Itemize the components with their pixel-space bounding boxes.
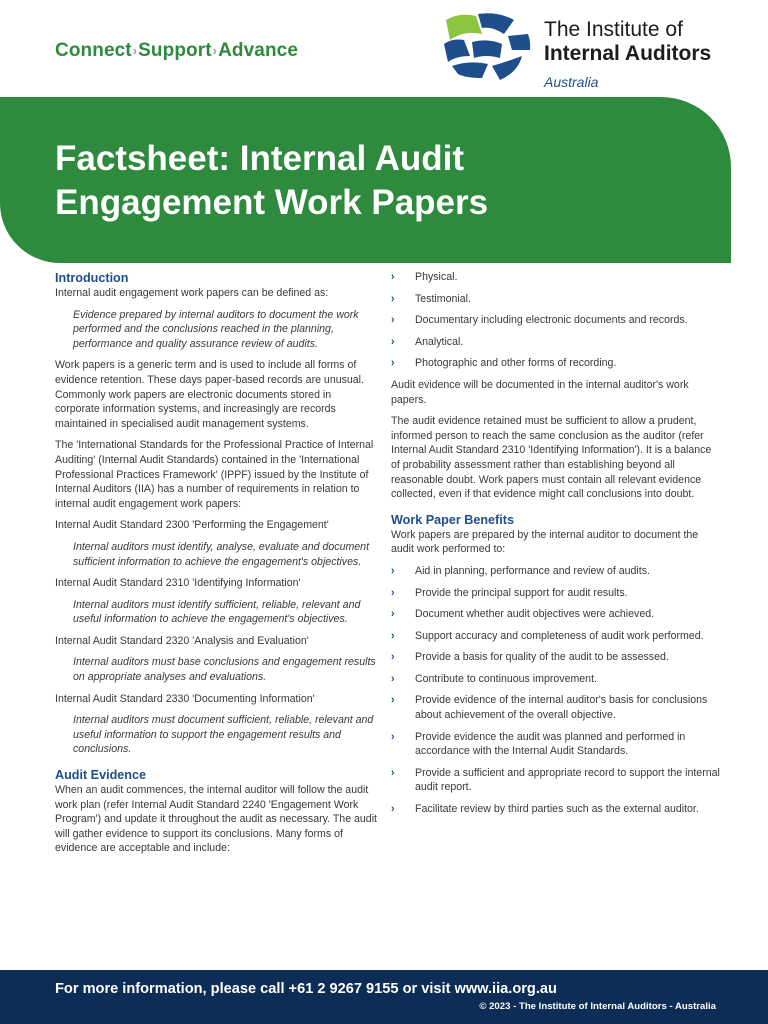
logo-text-line2: Internal Auditors xyxy=(544,42,712,65)
chevron-right-icon: › xyxy=(391,586,395,599)
intro-paragraph: Work papers is a generic term and is used to include all forms of evidence retention. These days paper-based records are unusual. Commonly work papers are electronic documents stored in corporate information systems, and increasingly are records maintained in specialised audit management systems. xyxy=(55,359,364,430)
evidence-list xyxy=(391,270,721,371)
chevron-right-icon: › xyxy=(391,672,395,685)
list-item: › Aid in planning, performance and review of audits. xyxy=(391,564,650,577)
list-item: › Provide the principal support for audit results. xyxy=(391,586,628,599)
page-title-line1: Factsheet: Internal Audit xyxy=(55,139,465,178)
chevron-right-icon: › xyxy=(391,357,395,370)
footer-contact-link[interactable]: For more information, please call +61 2 9267 9155 or visit www.iia.org.au xyxy=(55,981,557,997)
list-item: › Provide evidence of the internal auditor's basis for conclusions about achievement of the overall objective. xyxy=(391,694,708,722)
tagline-connect: Connect xyxy=(55,40,132,61)
work-paper-benefits-heading: Work Paper Benefits xyxy=(391,512,514,527)
standard-quote: Internal auditors must identify sufficient, reliable, relevant and useful information to achieve the engagement's objectives. xyxy=(73,598,361,626)
list-item: › Analytical. xyxy=(391,335,464,348)
chevron-right-icon: › xyxy=(391,803,395,816)
list-item: › Document whether audit objectives were achieved. xyxy=(391,608,655,621)
list-item: › Testimonial. xyxy=(391,292,471,305)
benefits-list xyxy=(391,564,721,817)
chevron-right-icon: › xyxy=(391,292,395,305)
iia-logo[interactable] xyxy=(442,12,742,92)
chevron-right-icon: › xyxy=(391,314,395,327)
benefits-paragraph: Work papers are prepared by the internal auditor to document the audit work performed to: xyxy=(391,528,699,556)
chevron-right-icon: › xyxy=(391,271,395,283)
standard-title: Internal Audit Standard 2300 'Performing the Engagement' xyxy=(55,519,329,532)
chevron-right-icon: › xyxy=(391,608,395,621)
chevron-right-icon: › xyxy=(391,730,395,743)
chevron-right-icon: › xyxy=(391,629,395,642)
chevron-right-icon: › xyxy=(391,694,395,707)
right-column xyxy=(391,270,721,824)
page-title xyxy=(55,137,488,225)
tagline-advance: Advance xyxy=(218,40,299,61)
logo-text-country: Australia xyxy=(544,74,599,90)
list-item: › Provide evidence the audit was planned and performed in accordance with the Internal Audit Standards. xyxy=(391,730,686,758)
standard-quote: Internal auditors must base conclusions and engagement results on appropriate analyses and evaluations. xyxy=(73,656,376,684)
hero-banner xyxy=(0,97,731,263)
standard-title: Internal Audit Standard 2310 'Identifying Information' xyxy=(55,577,301,590)
list-item: › Support accuracy and completeness of audit work performed. xyxy=(391,629,704,642)
chevron-right-icon: › xyxy=(391,766,395,779)
chevron-right-icon: › xyxy=(391,564,395,577)
introduction-heading: Introduction xyxy=(55,271,129,285)
list-item: › Documentary including electronic documents and records. xyxy=(391,314,688,327)
tagline-separator: › xyxy=(132,43,138,58)
standard-quote: Internal auditors must document sufficient, reliable, relevant and useful information to support the engagement results and conclusions. xyxy=(73,714,374,756)
chevron-right-icon: › xyxy=(391,651,395,664)
left-column xyxy=(55,270,377,863)
intro-paragraph: Internal audit engagement work papers can be defined as: xyxy=(55,287,329,299)
list-item: › Contribute to continuous improvement. xyxy=(391,672,597,685)
list-item: › Provide a basis for quality of the audit to be assessed. xyxy=(391,651,669,664)
tagline xyxy=(55,40,298,62)
standard-title: Internal Audit Standard 2330 'Documenting Information' xyxy=(55,692,315,705)
page-title-line2: Engagement Work Papers xyxy=(55,183,489,222)
definition-quote: Evidence prepared by internal auditors to document the work performed and the conclusions reached in the planning, performance and quality assurance review of audits. xyxy=(73,308,359,350)
standard-quote: Internal auditors must identify, analyse, evaluate and document sufficient information to achieve the engagement's objectives. xyxy=(73,540,370,568)
chevron-right-icon: › xyxy=(391,335,395,348)
tagline-support: Support xyxy=(138,40,212,61)
footer-bar xyxy=(0,970,768,1024)
logo-text-line1: The Institute of xyxy=(544,18,683,41)
intro-paragraph: The 'International Standards for the Professional Practice of Internal Auditing' (Internal Audit Standards) contained in the 'International Professional Practices Framework' (IPPF) issued by the Institute of Internal Auditors (IIA) has a number of requirements in relation to internal audit engagement work papers: xyxy=(55,439,374,510)
list-item: › Photographic and other forms of recording. xyxy=(391,357,617,370)
evidence-paragraph: The audit evidence retained must be sufficient to allow a prudent, informed person to reach the same conclusion as the auditor (refer Internal Audit Standard 2310 'Identifying Information'). It is a balance of probability assessment rather than establishing beyond all reasonable doubt. Work papers must contain all relevant evidence collected, even if that evidence might call conclusions into doubt. xyxy=(391,415,712,501)
list-item: › Facilitate review by third parties such as the external auditor. xyxy=(391,803,699,816)
list-item: › Physical. xyxy=(391,271,458,283)
tagline-separator: › xyxy=(212,43,218,58)
list-item: › Provide a sufficient and appropriate record to support the internal audit report. xyxy=(391,766,720,794)
globe-logo-icon xyxy=(442,12,534,84)
audit-evidence-heading: Audit Evidence xyxy=(55,768,146,783)
standard-title: Internal Audit Standard 2320 'Analysis and Evaluation' xyxy=(55,634,309,647)
evidence-paragraph: Audit evidence will be documented in the internal auditor's work papers. xyxy=(391,378,689,406)
evidence-paragraph: When an audit commences, the internal auditor will follow the audit work plan (refer Internal Audit Standard 2240 'Engagement Work Program') and update it throughout the audit as necessary. The audit will gather evidence to support its conclusions. Many forms of evidence are acceptable and include: xyxy=(55,784,377,855)
footer-copyright: © 2023 - The Institute of Internal Auditors - Australia xyxy=(479,1001,716,1012)
